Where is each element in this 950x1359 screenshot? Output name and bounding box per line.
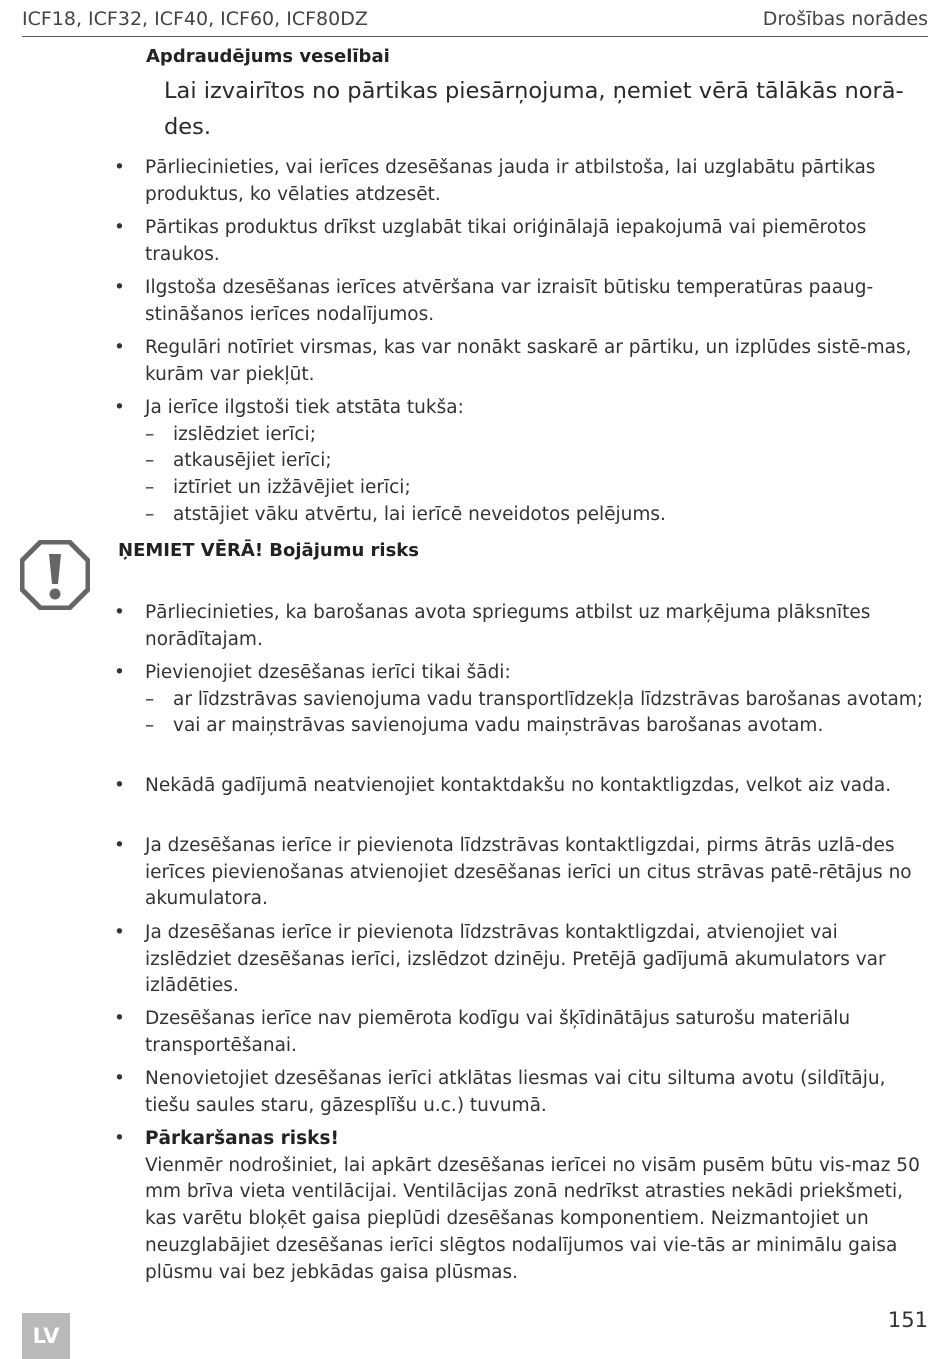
bullet: •: [114, 337, 125, 358]
bullet: •: [114, 1128, 125, 1149]
header-section: Drošības norādes: [762, 8, 928, 30]
bullet: •: [114, 922, 125, 943]
sub-item: [145, 502, 927, 529]
bullet: •: [114, 775, 125, 796]
bullet: •: [114, 1008, 125, 1029]
bullet: •: [114, 217, 125, 238]
dash: –: [145, 477, 155, 499]
sub-item: [145, 422, 927, 449]
dash: –: [145, 503, 155, 525]
list-item-text: Pārtikas produktus drīkst uzglabāt tikai oriģinālajā iepakojumā vai piemērotos traukos.: [145, 217, 867, 265]
bullet: •: [114, 397, 125, 418]
health-section-title: Apdraudējums veselībai: [146, 46, 390, 67]
warning-title: ŅEMIET VĒRĀ! Bojājumu risks: [118, 540, 419, 561]
bullet: •: [114, 662, 125, 683]
overheating-heading: Pārkaršanas risks!: [145, 1128, 339, 1149]
list-item-text: Pārliecinieties, ka barošanas avota spriegums atbilst uz marķējuma plāksnītes norādītajam.: [145, 602, 871, 650]
health-lead: [164, 73, 926, 145]
bullet: •: [114, 835, 125, 856]
dash: –: [145, 423, 155, 445]
sub-item: [145, 448, 927, 475]
bullet: •: [114, 277, 125, 298]
list-item-text: Dzesēšanas ierīce nav piemērota kodīgu vai šķīdinātājus saturošu materiālu transportēšanai.: [145, 1008, 851, 1056]
dash: –: [145, 688, 155, 710]
list-item-text: Nenovietojiet dzesēšanas ierīci atklātas liesmas vai citu siltuma avotu (sildītāju, tiešu saules staru, gāzesplīšu u.c.) tuvumā.: [145, 1068, 886, 1116]
sub-item-text: iztīriet un izžāvējiet ierīci;: [173, 477, 411, 499]
bullet: •: [114, 602, 125, 623]
health-lead-text: Lai izvairītos no pārtikas piesārņojuma, ņemiet vērā tālākās norā-des.: [164, 78, 904, 140]
sub-item: [145, 713, 927, 740]
list-item-text: Ja dzesēšanas ierīce ir pievienota līdzstrāvas kontaktligzdai, atvienojiet vai izslēdziet dzesēšanas ierīci, izslēdzot dzinēju. Pretējā gadījumā akumulators var izlādēties.: [145, 922, 886, 997]
header-models: ICF18, ICF32, ICF40, ICF60, ICF80DZ: [22, 8, 368, 30]
language-badge: LV: [22, 1313, 70, 1359]
list-item-text: Vienmēr nodrošiniet, lai apkārt dzesēšanas ierīcei no visām pusēm būtu vis-maz 50 mm brīva vieta ventilācijai. Ventilācijas zonā nedrīkst atrasties nekādi priekšmeti, kas varētu bloķēt gaisa pieplūdi dzesēšanas komponentiem. Neizmantojiet un neuzglabājiet dzesēšanas ierīci slēgtos nodalījumos vai vie-tās ar minimālu gaisa plūsmu vai bez jebkādas gaisa plūsmas.: [145, 1154, 920, 1283]
sub-item: [145, 475, 927, 502]
page-header: [22, 8, 928, 37]
list-item-text: Regulāri notīriet virsmas, kas var nonākt saskarē ar pārtiku, un izplūdes sistē-mas, kurām var piekļūt.: [145, 337, 912, 385]
dash: –: [145, 715, 155, 737]
sub-item-text: ar līdzstrāvas savienojuma vadu transportlīdzekļa līdzstrāvas barošanas avotam;: [173, 688, 924, 710]
list-item-text: Ja ierīce ilgstoši tiek atstāta tukša:: [145, 397, 464, 418]
sub-item-text: izslēdziet ierīci;: [173, 423, 316, 445]
list-item-text: Pārliecinieties, vai ierīces dzesēšanas jauda ir atbilstoša, lai uzglabātu pārtikas produktus, ko vēlaties atdzesēt.: [145, 157, 876, 205]
page-number: 151: [887, 1308, 928, 1332]
list-item-text: Ilgstoša dzesēšanas ierīces atvēršana var izraisīt būtisku temperatūras paaug-stināšanos ierīces nodalījumos.: [145, 277, 874, 325]
bullet: •: [114, 1068, 125, 1089]
bullet: •: [114, 157, 125, 178]
sub-item: [145, 687, 927, 714]
sub-item-text: vai ar maiņstrāvas savienojuma vadu maiņstrāvas barošanas avotam.: [173, 715, 824, 737]
list-item-text: Pievienojiet dzesēšanas ierīci tikai šādi:: [145, 662, 511, 683]
sub-item-text: atkausējiet ierīci;: [173, 450, 332, 472]
sub-item-text: atstājiet vāku atvērtu, lai ierīcē neveidotos pelējums.: [173, 503, 666, 525]
warning-exclamation-icon: [20, 540, 90, 610]
dash: –: [145, 450, 155, 472]
list-item-text: Ja dzesēšanas ierīce ir pievienota līdzstrāvas kontaktligzdai, pirms ātrās uzlā-des ierīces pievienošanas atvienojiet dzesēšanas ierīci un citus strāvas patē-rētājus no akumulatora.: [145, 835, 912, 910]
list-item-text: Nekādā gadījumā neatvienojiet kontaktdakšu no kontaktligzdas, velkot aiz vada.: [145, 775, 892, 796]
